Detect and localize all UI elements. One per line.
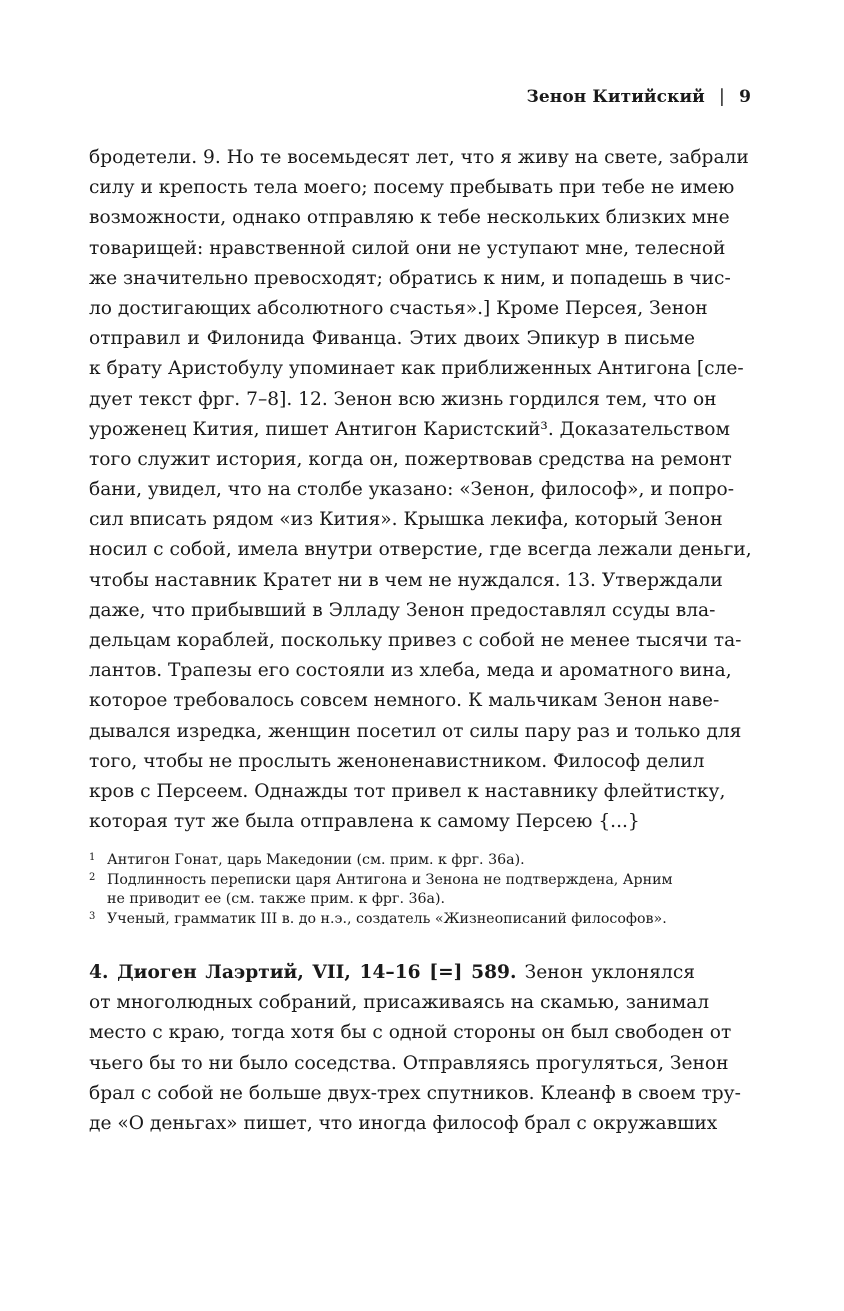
text-line: бродетели. 9. Но те восемьдесят лет, что я живу на свете, забрали [89, 147, 749, 168]
text-line: силу и крепость тела моего; посему пребывать при тебе не имею [89, 177, 735, 199]
text-line: чьего бы то ни было соседства. Отправляясь прогуляться, Зенон [89, 1052, 729, 1074]
header-separator: | [718, 86, 726, 107]
text-line: сил вписать рядом «из Кития». Крышка лекифа, который Зенон [89, 509, 723, 531]
footnote [89, 910, 699, 930]
text-line: лантов. Трапезы его состояли из хлеба, меда и ароматного вина, [89, 660, 732, 682]
main-text [89, 143, 752, 837]
section-4 [89, 958, 741, 1139]
text-line: уроженец Кития, пишет Антигон Каристский³. Доказательством [89, 418, 730, 440]
footnote [89, 871, 699, 910]
text-line: ло достигающих абсолютного счастья».] Кроме Персея, Зенон [89, 297, 708, 319]
text-line: дует текст фрг. 7–8]. 12. Зенон всю жизнь гордился тем, что он [89, 388, 717, 410]
text-line: чтобы наставник Кратет ни в чем не нуждался. 13. Утверждали [89, 569, 723, 591]
footnote-text: Ученый, грамматик III в. до н.э., создатель «Жизнеописаний философов». [107, 910, 667, 927]
footnote-number: 1 [89, 852, 96, 863]
text-line: носил с собой, имела внутри отверстие, где всегда лежали деньги, [89, 539, 752, 561]
header-title: Зенон Китийский [526, 86, 705, 107]
section-heading-line [89, 958, 695, 988]
text-line: кров с Персеем. Однажды тот привел к наставнику флейтистку, [89, 780, 726, 802]
text-line: того служит история, когда он, пожертвовав средства на ремонт [89, 448, 732, 470]
text-line: которое требовалось совсем немного. К мальчикам Зенон наве- [89, 690, 720, 712]
text-line: возможности, однако отправляю к тебе нескольких близких мне [89, 207, 730, 229]
text-line: к брату Аристобулу упоминает как приближенных Антигона [сле- [89, 358, 744, 380]
text-line: даже, что прибывший в Элладу Зенон предоставлял ссуды вла- [89, 599, 716, 621]
section-heading: 4. Диоген Лаэртий, VII, 14–16 [=] 589. [89, 962, 517, 983]
text-line: того, чтобы не прослыть женоненавистником. Философ делил [89, 750, 705, 772]
text-line: отправил и Филонида Фиванца. Этих двоих Эпикур в письме [89, 328, 695, 350]
text-line: же значительно превосходят; обратись к ним, и попадешь в чис- [89, 267, 731, 289]
page-number: 9 [739, 86, 751, 107]
footnote-text: Антигон Гонат, царь Македонии (см. прим. к фрг. 36а). [107, 852, 525, 868]
text-line: которая тут же была отправлена к самому Персею {...} [89, 811, 640, 833]
running-header [527, 86, 752, 107]
text-line: товарищей: нравственной силой они не уступают мне, телесной [89, 237, 726, 259]
text-line: от многолюдных собраний, присаживаясь на скамью, занимал [89, 992, 710, 1014]
text-line: дывался изредка, женщин посетил от силы пару раз и только для [89, 720, 742, 742]
footnote-number: 2 [89, 871, 96, 883]
text-line: брал с собой не больше двух-трех спутников. Клеанф в своем тру- [89, 1082, 741, 1104]
footnote-number: 3 [89, 910, 96, 922]
text-line: Зенон уклонялся [516, 962, 695, 983]
footnote [89, 851, 699, 871]
text-line: де «О деньгах» пишет, что иногда философ брал с окружавших [89, 1112, 718, 1134]
footnote-text: не приводит ее (см. также прим. к фрг. 36а). [107, 891, 446, 908]
text-line: дельцам кораблей, поскольку привез с собой не менее тысячи та- [89, 630, 742, 651]
footnotes [89, 851, 699, 929]
text-line: место с краю, тогда хотя бы с одной стороны он был свободен от [89, 1022, 732, 1044]
footnote-text: Подлинность переписки царя Антигона и Зенона не подтверждена, Арним [107, 871, 673, 888]
text-line: бани, увидел, что на столбе указано: «Зенон, философ», и попро- [89, 479, 735, 501]
